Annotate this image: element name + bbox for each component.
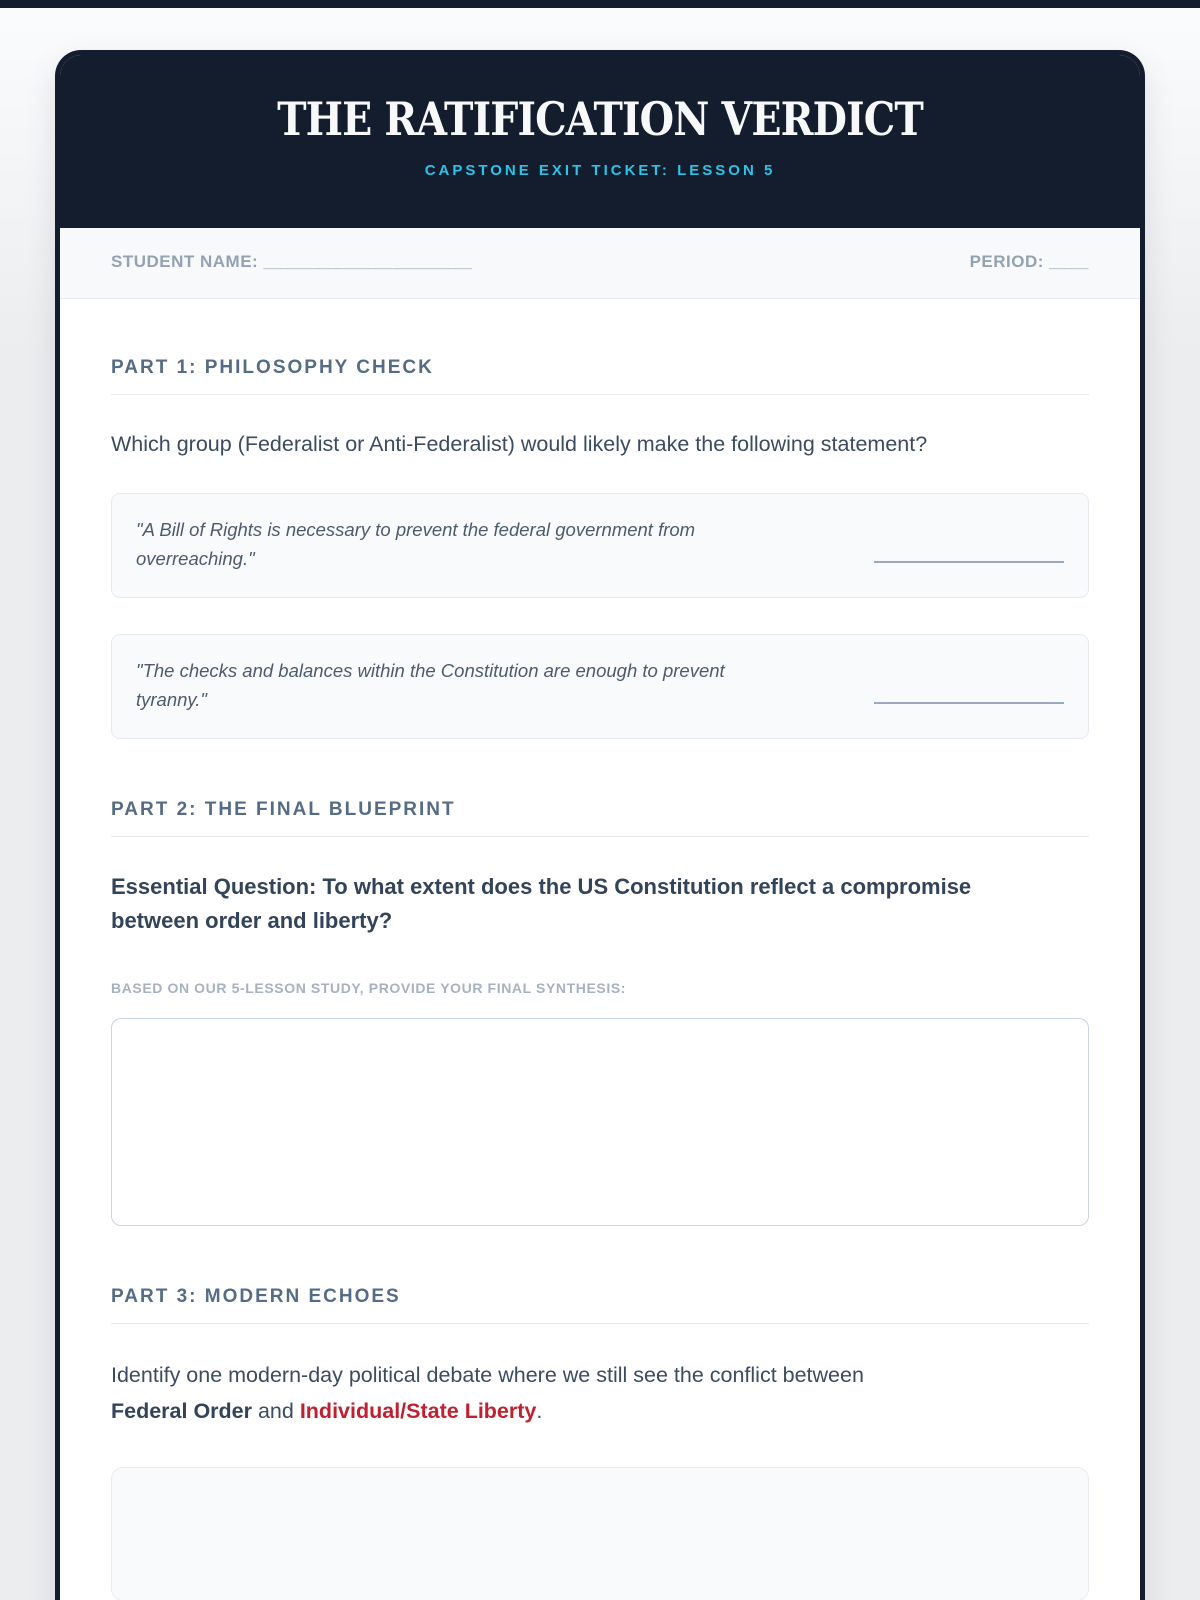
modern-debate-answer-box[interactable] [111,1467,1089,1600]
part1-divider [111,394,1089,395]
part3-red-phrase: Individual/State Liberty [299,1399,537,1423]
part2-heading: PART 2: THE FINAL BLUEPRINT [111,799,456,820]
period-field [970,252,1089,272]
part3-connector: and [252,1399,300,1423]
answer-blank-line-1[interactable] [874,561,1064,563]
part3-heading: PART 3: MODERN ECHOES [111,1286,401,1307]
part3-prompt-line1: Identify one modern-day political debate where we still see the conflict between [111,1363,864,1387]
part3-prompt [111,1357,1089,1429]
part1-question: Which group (Federalist or Anti-Federalist) would likely make the following statement? [111,432,928,456]
part3-bold-phrase: Federal Order [111,1399,252,1423]
quote-card-1 [111,493,1089,598]
student-name-label: STUDENT NAME: [111,252,259,271]
period-blank: ____ [1049,252,1089,271]
part3-period: . [536,1399,543,1423]
synthesis-label: BASED ON OUR 5-LESSON STUDY, PROVIDE YOUR FINAL SYNTHESIS: [111,980,627,996]
worksheet-content [60,299,1140,1600]
part3-divider [111,1323,1089,1324]
essential-question [111,870,1089,938]
student-name-blank: _____________________ [263,252,473,271]
synthesis-answer-box[interactable] [111,1018,1089,1226]
part2-divider [111,836,1089,837]
quote-card-2 [111,634,1089,739]
essential-question-line2: between order and liberty? [111,908,393,933]
answer-blank-line-2[interactable] [874,702,1064,704]
quote-text-2: "The checks and balances within the Constitution are enough to prevent tyranny." [136,660,725,710]
essential-question-line1: Essential Question: To what extent does the US Constitution reflect a compromise [111,874,972,899]
worksheet-card [55,50,1145,1600]
student-name-field [111,252,473,272]
student-info-row [60,228,1140,299]
page-subtitle: CAPSTONE EXIT TICKET: LESSON 5 [424,162,776,179]
quote-text-1: "A Bill of Rights is necessary to prevent the federal government from overreaching." [136,519,696,569]
top-accent-bar [0,0,1200,8]
part1-heading: PART 1: PHILOSOPHY CHECK [111,357,434,378]
worksheet-header [59,54,1141,229]
page-title: THE RATIFICATION VERDICT [277,92,923,146]
period-label: PERIOD: [969,252,1044,271]
